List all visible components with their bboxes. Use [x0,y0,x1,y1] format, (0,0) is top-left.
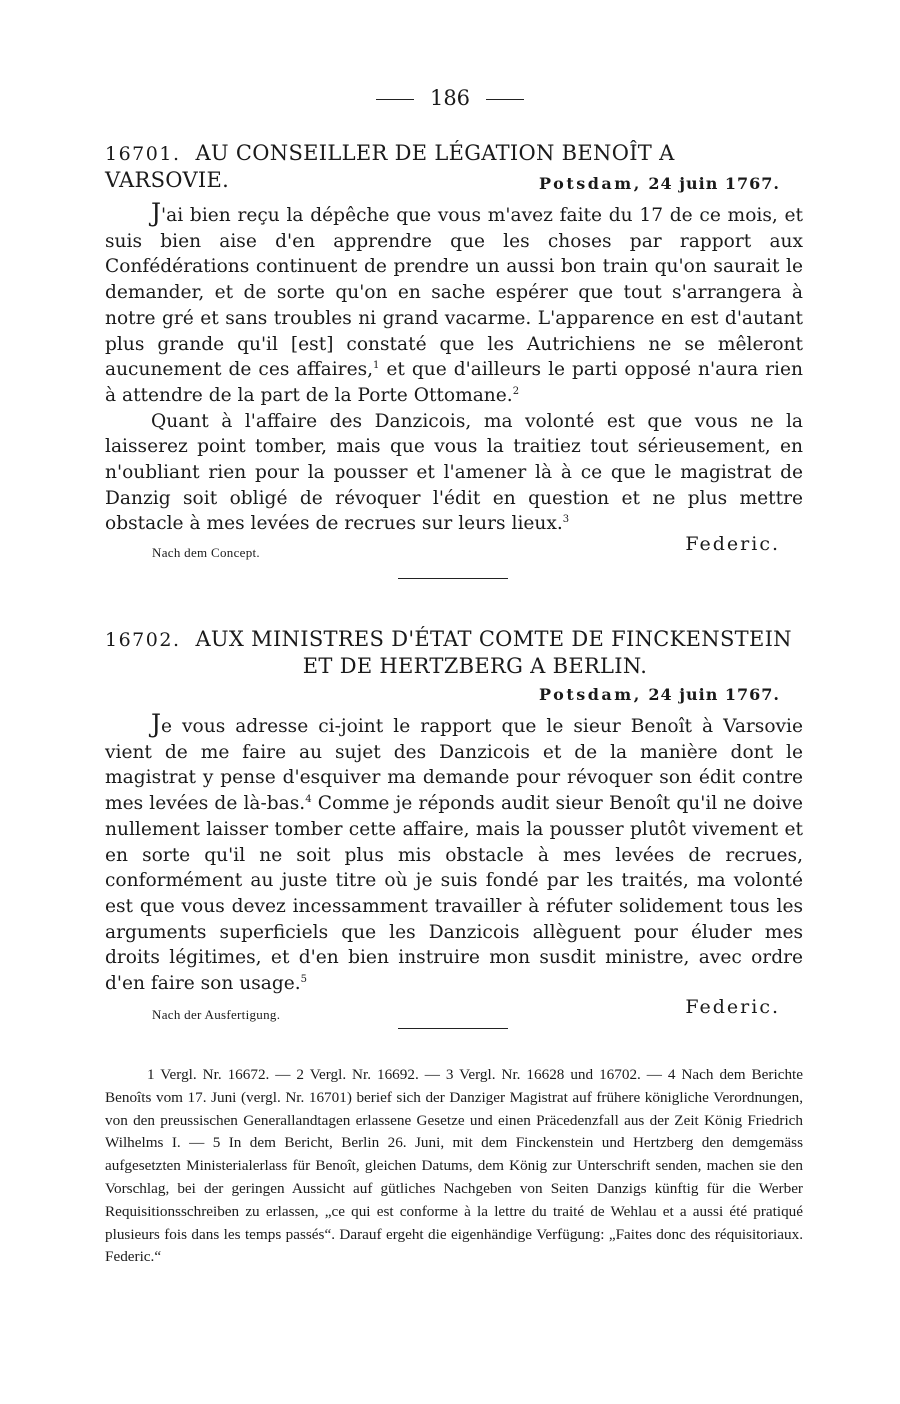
letter-2-body [105,711,803,997]
letter-2-dateline [539,685,780,704]
letter-2-heading-line-1: AUX MINISTRES D'ÉTAT COMTE DE FINCKENSTEIN [195,627,792,651]
section-divider-1 [398,578,508,579]
header-dash-left [376,99,414,100]
letter-2-source: Nach der Ausfertigung. [152,1007,281,1022]
letter-2-date: 24 juin 1767. [648,685,780,704]
footnote-ref-5: 5 [300,974,308,986]
header-dash-right [486,99,524,100]
section-divider-2 [398,1028,508,1029]
page-header [0,86,900,110]
footnote-ref-1: 1 [373,360,380,372]
letter-2-paragraph-1: Je vous adresse ci-joint le rapport que le sieur Benoît à Varsovie vient de me faire au sujet des Danzicois et de la manière dont le magistrat y pense d'esquiver ma demande pour révoquer son édit contre mes levées de là-bas.$^4$ Comme je réponds audit sieur Benoît qu'il ne doive nullement laisser tomber cette affaire, mais la pousser plutôt vivement et en sorte qu'il ne soit plus mis obstacle à mes levées de recrues, conformément au juste titre où je suis fondé par les traités, ma volonté est que vous devez incessamment travailler à réfuter solidement tous les arguments superficiels que les Danzicois allèguent pour éluder mes droits légitimes, et d'en bien instruire mon susdit ministre, avec ordre d'en faire son usage.$^5$ [105,709,803,995]
letter-1-paragraph-2: Quant à l'affaire des Danzicois, ma volonté est que vous ne la laisserez point tomber, mais que vous la traitiez tout sérieusement, en n'oubliant rien pour la pousser et l'amener là à ce que le magistrat de Danzig soit obligé de révoquer l'édit en question et ne plus mettre obstacle à mes levées de recrues sur leurs lieux.$^3$ [105,410,803,535]
letter-1-source: Nach dem Concept. [152,545,260,560]
letter-1-initial: J [151,198,162,227]
letter-1-heading: AU CONSEILLER DE LÉGATION BENOÎT A VARSOVIE. [105,141,675,192]
letter-1-number: 16701. [105,143,181,165]
letter-2-title [105,626,805,679]
letter-2-heading-line-2: ET DE HERTZBERG A BERLIN. [302,654,648,678]
letter-2-signature: Federic. [685,996,780,1018]
letter-1-place: Potsdam, [539,174,642,193]
letter-1-paragraph-1: J'ai bien reçu la dépêche que vous m'avez faite du 17 de ce mois, et suis bien aise d'en apprendre que les choses par rapport aux Confédérations continuent de prendre un aussi bon train qu'on saurait le demander, et de sorte qu'on en sache espérer que tout s'arrangera à notre gré et sans troubles ni grand vacarme. L'apparence en est d'autant plus grande qu'il [est] constaté que les Autrichiens ne se mêleront aucunement de ces affaires,$^1$ et que d'ailleurs le parti opposé n'aura rien à attendre de la part de la Porte Ottomane.$^2$ [105,198,803,406]
letter-1-body [105,200,803,537]
letter-2-number: 16702. [105,629,181,651]
footnote-ref-4: 4 [305,794,312,806]
letter-1-date: 24 juin 1767. [648,174,780,193]
footnotes-text: 1 Vergl. Nr. 16672. — 2 Vergl. Nr. 16692. — 3 Vergl. Nr. 16628 und 16702. — 4 Nach dem Berichte Benoîts vom 17. Juni (vergl. Nr. 16701) berief sich der Danziger Magistrat auf frühere königliche Verordnungen, von den preussischen Generallandtagen erlassene Gesetze und einen Präcedenzfall aus der Zeit König Friedrich Wilhelms I. — 5 In dem Bericht, Berlin 26. Juni, mit dem Finckenstein und Hertzberg den demgemäss aufgesetzten Ministerialerlass für Benoît, gleichen Datums, dem König zur Unterschrift senden, machen sie den Vorschlag, bei der geringen Aussicht auf gütliches Nachgeben von Seiten Danzigs künftig für die Werber Requisitionsschreiben zu erlassen, „ce qui est conforme à la lettre du traité de Wehlau et a aussi été pratiqué plusieurs fois dans les temps passés“. Darauf ergeht die eigenhändige Verfügung: „Faites donc des réquisitoriaux. Federic.“ [105,1066,803,1266]
letter-1-dateline [539,174,780,193]
footnote-ref-3: 3 [562,514,570,526]
letter-1-signature: Federic. [685,533,780,555]
footnote-ref-2: 2 [512,385,520,397]
letter-2-initial: J [151,709,162,738]
page-number: 186 [429,86,471,110]
footnotes [105,1064,803,1269]
letter-2-place: Potsdam, [539,685,642,704]
